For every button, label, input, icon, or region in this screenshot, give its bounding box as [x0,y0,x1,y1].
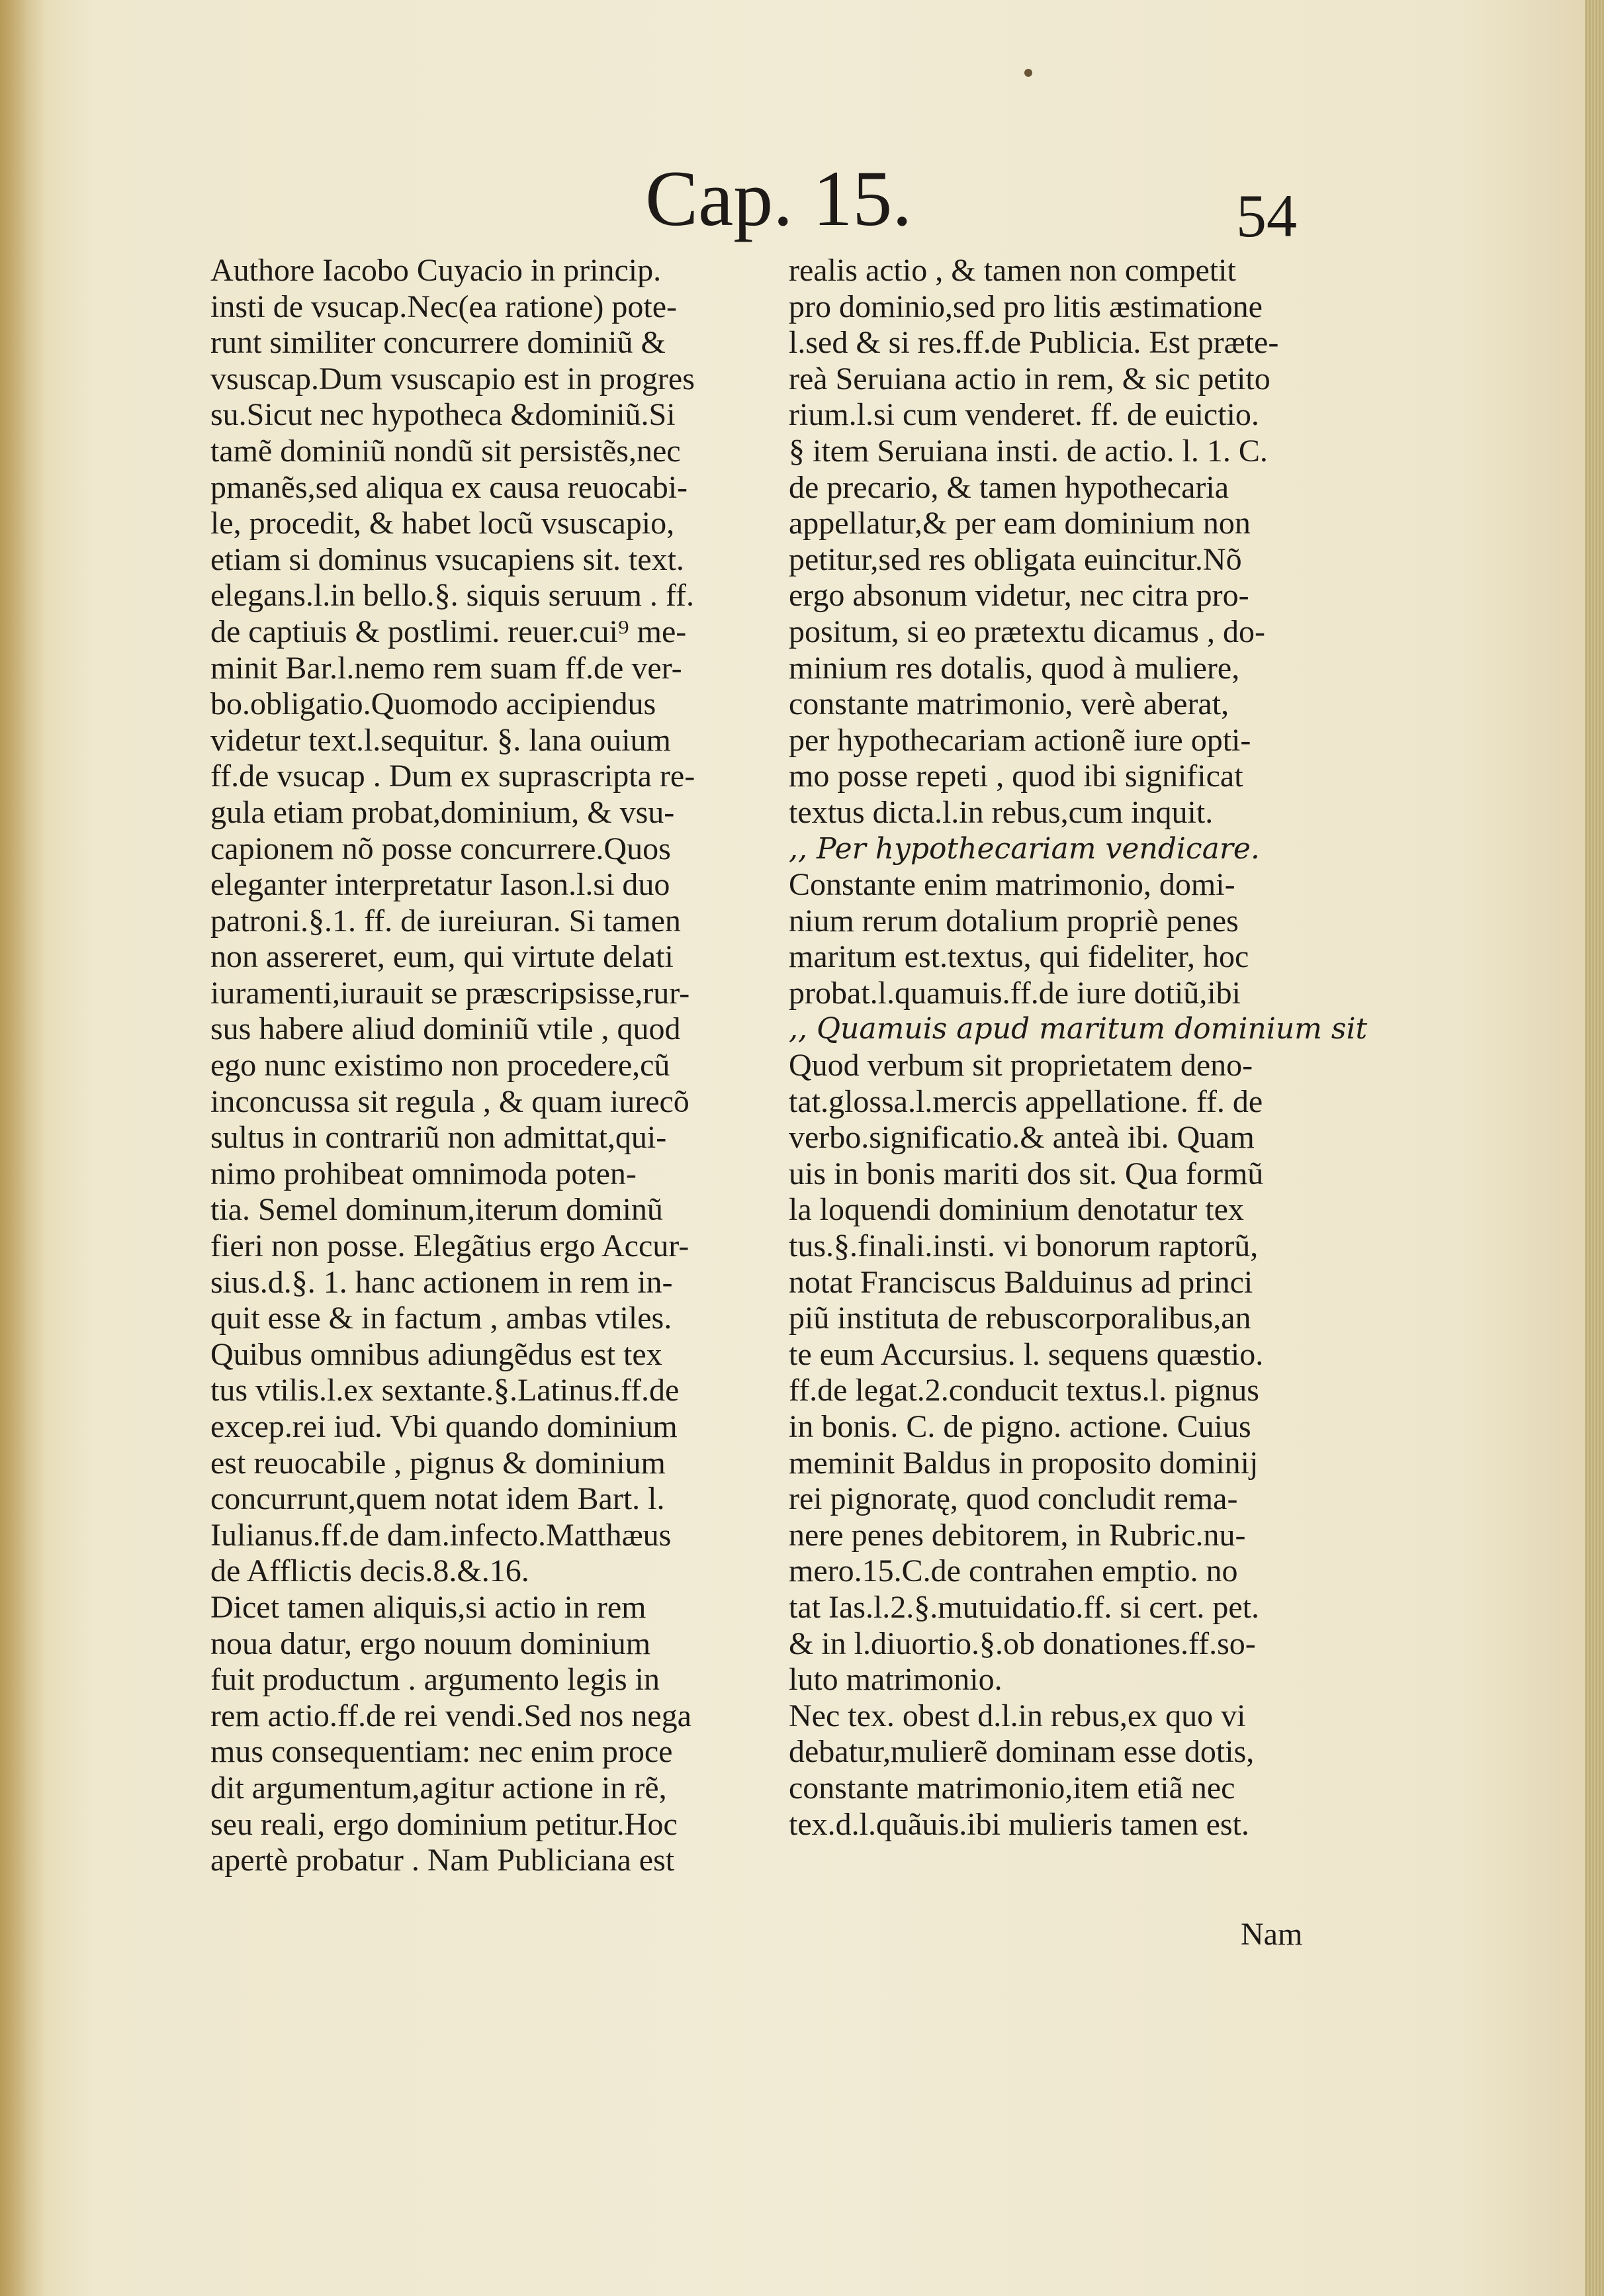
text-line: de Afflictis decis.8.&.16. [210,1553,529,1589]
text-line: le, procedit, & habet locũ vsuscapio, [210,506,675,541]
text-line: luto matrimonio. [789,1662,1002,1698]
text-line: de captiuis & postlimi. reuer.cui⁹ me- [210,614,687,649]
text-line: patroni.§.1. ff. de iureiuran. Si tamen [210,903,681,939]
text-line: tat Ias.l.2.§.mutuidatio.ff. si cert. pet. [789,1589,1259,1625]
text-line: uis in bonis mariti dos sit. Qua formũ [789,1156,1264,1191]
text-line: realis actio , & tamen non competit [789,253,1236,288]
text-line: non assereret, eum, qui virtute delati [210,939,674,975]
text-line: Authore Iacobo Cuyacio in princip. [210,253,662,288]
text-line: ff.de legat.2.conducit textus.l. pignus [789,1373,1259,1408]
text-line: rem actio.ff.de rei vendi.Sed nos nega [210,1698,691,1733]
text-line: piũ instituta de rebuscorporalibus,an [789,1301,1251,1336]
text-line: iuramenti,iurauit se præscripsisse,rur- [210,975,690,1011]
page-edge [1585,0,1604,2296]
text-line: textus dicta.l.in rebus,cum inquit. [789,794,1214,830]
text-line: positum, si eo prætextu dicamus , do- [789,614,1265,649]
text-line: Dicet tamen aliquis,si actio in rem [210,1589,646,1625]
text-line: notat Franciscus Balduinus ad princi [789,1264,1253,1300]
text-line: tex.d.l.quãuis.ibi mulieris tamen est. [789,1806,1249,1842]
text-line: concurrunt,quem notat idem Bart. l. [210,1481,665,1517]
text-line: la loquendi dominium denotatur tex [789,1192,1244,1228]
text-line: etiam si dominus vsucapiens sit. text. [210,541,684,577]
text-line: debatur,mulierẽ dominam esse dotis, [789,1734,1255,1770]
chapter-heading: Cap. 15. [645,154,913,242]
text-line: l.sed & si res.ff.de Publicia. Est præte- [789,325,1279,361]
text-line: Quibus omnibus adiungẽdus est tex [210,1336,662,1372]
text-line: pro dominio,sed pro litis æstimatione [789,289,1263,324]
text-line: constante matrimonio, verè aberat, [789,686,1229,722]
text-line: maritum est.textus, qui fideliter, hoc [789,939,1249,975]
text-line: quit esse & in factum , ambas vtiles. [210,1301,672,1336]
text-line: meminit Baldus in proposito dominij [789,1445,1259,1481]
text-line: Quod verbum sit proprietatem deno- [789,1048,1253,1083]
catchword: Nam [1241,1917,1303,1952]
text-line: Nec tex. obest d.l.in rebus,ex quo vi [789,1698,1246,1733]
text-line: ergo absonum videtur, nec citra pro- [789,578,1249,614]
text-line: sultus in contrariũ non admittat,qui- [210,1120,667,1156]
text-line: runt similiter concurrere dominiũ & [210,325,666,361]
text-line: elegans.l.in bello.§. siquis seruum . ff. [210,578,695,614]
text-line: est reuocabile , pignus & dominium [210,1445,666,1481]
text-line: tus vtilis.l.ex sextante.§.Latinus.ff.de [210,1373,680,1408]
text-line: excep.rei iud. Vbi quando dominium [210,1409,678,1444]
text-line: appellatur,& per eam dominium non [789,506,1251,541]
text-line: ff.de vsucap . Dum ex suprascripta re- [210,758,695,794]
text-line: vsuscap.Dum vsuscapio est in progres [210,361,695,396]
text-line: noua datur, ergo nouum dominium [210,1626,651,1661]
text-line: sius.d.§. 1. hanc actionem in rem in- [210,1264,673,1300]
text-line: Iulianus.ff.de dam.infecto.Matthæus [210,1517,672,1553]
text-line: apertè probatur . Nam Publiciana est [210,1843,675,1878]
text-line: tamẽ dominiũ nondũ sit persistẽs,nec [210,433,681,469]
text-line: mo posse repeti , quod ibi significat [789,758,1243,794]
text-line: probat.l.quamuis.ff.de iure dotiũ,ibi [789,975,1241,1011]
text-line: tia. Semel dominum,iterum dominũ [210,1192,663,1228]
text-line: tat.glossa.l.mercis appellatione. ff. de [789,1083,1263,1119]
text-line: eleganter interpretatur Iason.l.si duo [210,867,670,903]
folio-number: 54 [1236,182,1297,250]
text-line: ,, Quamuis apud maritum dominium sit [789,1012,1368,1046]
text-line: fieri non posse. Elegãtius ergo Accur- [210,1228,690,1264]
text-line: capionem nõ posse concurrere.Quos [210,831,671,866]
text-line: dit argumentum,agitur actione in rẽ, [210,1770,667,1806]
text-line: fuit productum . argumento legis in [210,1662,660,1698]
text-line: ,, Per hypothecariam vendicare. [789,831,1260,866]
text-line: insti de vsucap.Nec(ea ratione) pote- [210,289,678,324]
text-line: nium rerum dotalium propriè penes [789,903,1239,939]
text-line: tus.§.finali.insti. vi bonorum raptorũ, [789,1228,1259,1264]
text-line: su.Sicut nec hypotheca &dominiũ.Si [210,397,676,433]
text-line: nimo prohibeat omnimoda poten- [210,1156,637,1191]
text-line: minium res dotalis, quod à muliere, [789,650,1240,686]
text-line: & in l.diuortio.§.ob donationes.ff.so- [789,1626,1256,1661]
text-line: bo.obligatio.Quomodo accipiendus [210,686,656,722]
left-text-column [210,253,753,1879]
text-line: gula etiam probat,dominium, & vsu- [210,794,675,830]
text-line: nere penes debitorem, in Rubric.nu- [789,1517,1246,1553]
text-line: sus habere aliud dominiũ vtile , quod [210,1011,681,1047]
text-line: pmanẽs,sed aliqua ex causa reuocabi- [210,469,688,505]
text-line: constante matrimonio,item etiã nec [789,1770,1235,1806]
right-text-column [789,253,1368,1843]
text-line: seu reali, ergo dominium petitur.Hoc [210,1806,678,1842]
text-line: verbo.significatio.& anteà ibi. Quam [789,1120,1255,1156]
text-line: rium.l.si cum venderet. ff. de euictio. [789,397,1259,433]
page-stain [0,0,46,2296]
text-line: videtur text.l.sequitur. §. lana ouium [210,722,671,758]
text-line: te eum Accursius. l. sequens quæstio. [789,1336,1264,1372]
text-line: § item Seruiana insti. de actio. l. 1. C. [789,433,1268,469]
ink-spot [1024,69,1032,77]
text-line: rei pignoratę, quod concludit rema- [789,1481,1238,1517]
text-line: reà Seruiana actio in rem, & sic petito [789,361,1270,396]
text-line: inconcussa sit regula , & quam iurecõ [210,1083,690,1119]
text-line: mero.15.C.de contrahen emptio. no [789,1553,1238,1589]
text-line: petitur,sed res obligata euincitur.Nõ [789,541,1242,577]
text-line: Constante enim matrimonio, domi- [789,867,1235,903]
text-line: in bonis. C. de pigno. actione. Cuius [789,1409,1251,1444]
text-line: per hypothecariam actionẽ iure opti- [789,722,1251,758]
text-line: minit Bar.l.nemo rem suam ff.de ver- [210,650,682,686]
text-line: de precario, & tamen hypothecaria [789,469,1229,505]
text-line: ego nunc existimo non procedere,cũ [210,1048,670,1083]
text-line: mus consequentiam: nec enim proce [210,1734,673,1770]
